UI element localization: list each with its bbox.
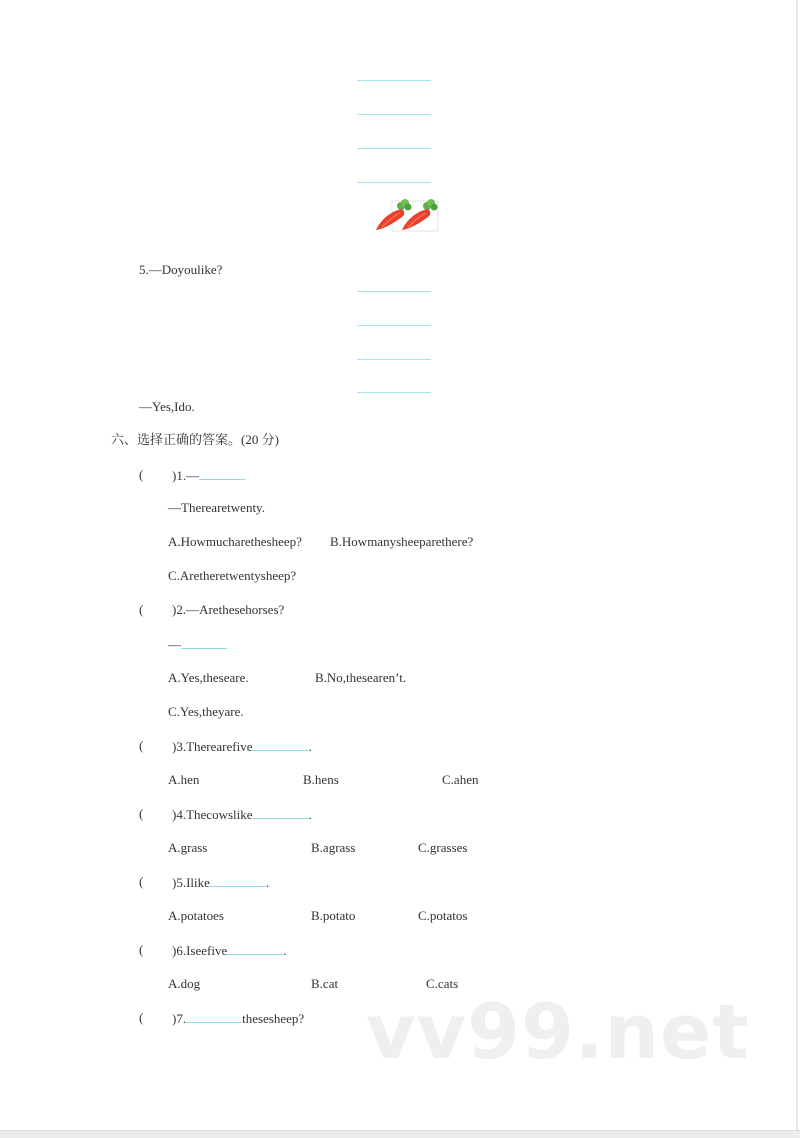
question-6-bracket-close: ): [172, 943, 177, 958]
fill-in-blank[interactable]: [227, 942, 283, 955]
option-b[interactable]: B.agrass: [311, 840, 356, 855]
page-right-edge: [796, 0, 798, 1130]
question-5-stem: [172, 874, 269, 891]
option-a[interactable]: A.Yes,theseare.: [168, 670, 249, 685]
option-a[interactable]: A.hen: [168, 772, 200, 787]
answer-bracket-open: (: [139, 1010, 144, 1025]
answer-blank-line[interactable]: [357, 182, 431, 183]
question-5-prompt: 5.—Doyoulike?: [139, 262, 223, 277]
question-6-text: 6.Iseefive: [176, 943, 228, 958]
question-2-text: 2.—Arethesehorses?: [176, 602, 285, 617]
question-1-stem: [172, 467, 245, 484]
option-a[interactable]: A.grass: [168, 840, 208, 855]
answer-blank-line[interactable]: [357, 148, 431, 149]
option-c[interactable]: C.potatos: [418, 908, 468, 923]
answer-bracket-open: (: [139, 942, 144, 957]
fill-in-blank[interactable]: [186, 1010, 242, 1023]
question-4-text: 4.Thecowslike: [176, 807, 253, 822]
question-5-text: 5.Ilike: [176, 875, 210, 890]
carrots-image: [372, 197, 440, 233]
question-6-end: .: [283, 943, 287, 958]
answer-bracket-open: (: [139, 806, 144, 821]
answer-blank-line[interactable]: [357, 392, 431, 393]
option-b[interactable]: B.No,thesearen’t.: [315, 670, 407, 685]
question-7-bracket-close: ): [172, 1011, 177, 1026]
answer-blank-line[interactable]: [357, 291, 431, 292]
question-5-answer: —Yes,Ido.: [139, 399, 195, 414]
answer-blank-line[interactable]: [357, 80, 431, 81]
answer-blank-line[interactable]: [357, 325, 431, 326]
option-c[interactable]: C.Yes,theyare.: [168, 704, 244, 719]
question-3-bracket-close: ): [172, 739, 177, 754]
question-4-end: .: [308, 807, 312, 822]
question-4-bracket-close: ): [172, 807, 177, 822]
question-7-stem: [172, 1010, 304, 1027]
question-1-bracket-close: ): [172, 468, 177, 483]
watermark: vv99.net: [366, 987, 750, 1076]
answer-bracket-open: (: [139, 602, 144, 617]
question-3-stem: [172, 738, 312, 755]
answer-bracket-open: (: [139, 467, 144, 482]
question-7-text: 7.: [176, 1011, 187, 1026]
fill-in-blank[interactable]: [199, 467, 245, 480]
option-c[interactable]: C.grasses: [418, 840, 468, 855]
fill-in-blank[interactable]: [253, 806, 309, 819]
option-c[interactable]: C.cats: [426, 976, 459, 991]
question-7-end: thesesheep?: [242, 1011, 305, 1026]
question-3-text: 3.Therearefive: [176, 739, 253, 754]
option-b[interactable]: B.hens: [303, 772, 339, 787]
option-c[interactable]: C.ahen: [442, 772, 479, 787]
option-b[interactable]: B.potato: [311, 908, 356, 923]
question-2-stem: [172, 602, 284, 618]
question-1-text: 1.—: [176, 468, 200, 483]
question-1-response: —Therearetwenty.: [168, 500, 265, 515]
section-title: 六、选择正确的答案。(20 分): [111, 432, 279, 447]
question-6-stem: [172, 942, 286, 959]
option-a[interactable]: A.potatoes: [168, 908, 224, 923]
answer-bracket-open: (: [139, 874, 144, 889]
question-2-bracket-close: ): [172, 602, 177, 617]
response-dash: —: [168, 637, 181, 652]
answer-bracket-open: (: [139, 738, 144, 753]
answer-blank-line[interactable]: [357, 114, 431, 115]
question-5-bracket-close: ): [172, 875, 177, 890]
option-a[interactable]: A.dog: [168, 976, 201, 991]
question-2-response: [168, 636, 227, 653]
question-4-stem: [172, 806, 312, 823]
option-b[interactable]: B.Howmanysheeparethere?: [330, 534, 474, 549]
fill-in-blank[interactable]: [181, 636, 227, 649]
option-a[interactable]: A.Howmucharethesheep?: [168, 534, 302, 549]
option-c[interactable]: C.Aretheretwentysheep?: [168, 568, 297, 583]
fill-in-blank[interactable]: [252, 738, 308, 751]
option-b[interactable]: B.cat: [311, 976, 339, 991]
answer-blank-line[interactable]: [357, 359, 431, 360]
carrot-icon: [372, 197, 440, 233]
question-5-end: .: [265, 875, 270, 890]
question-3-end: .: [308, 739, 312, 754]
fill-in-blank[interactable]: [210, 874, 266, 887]
